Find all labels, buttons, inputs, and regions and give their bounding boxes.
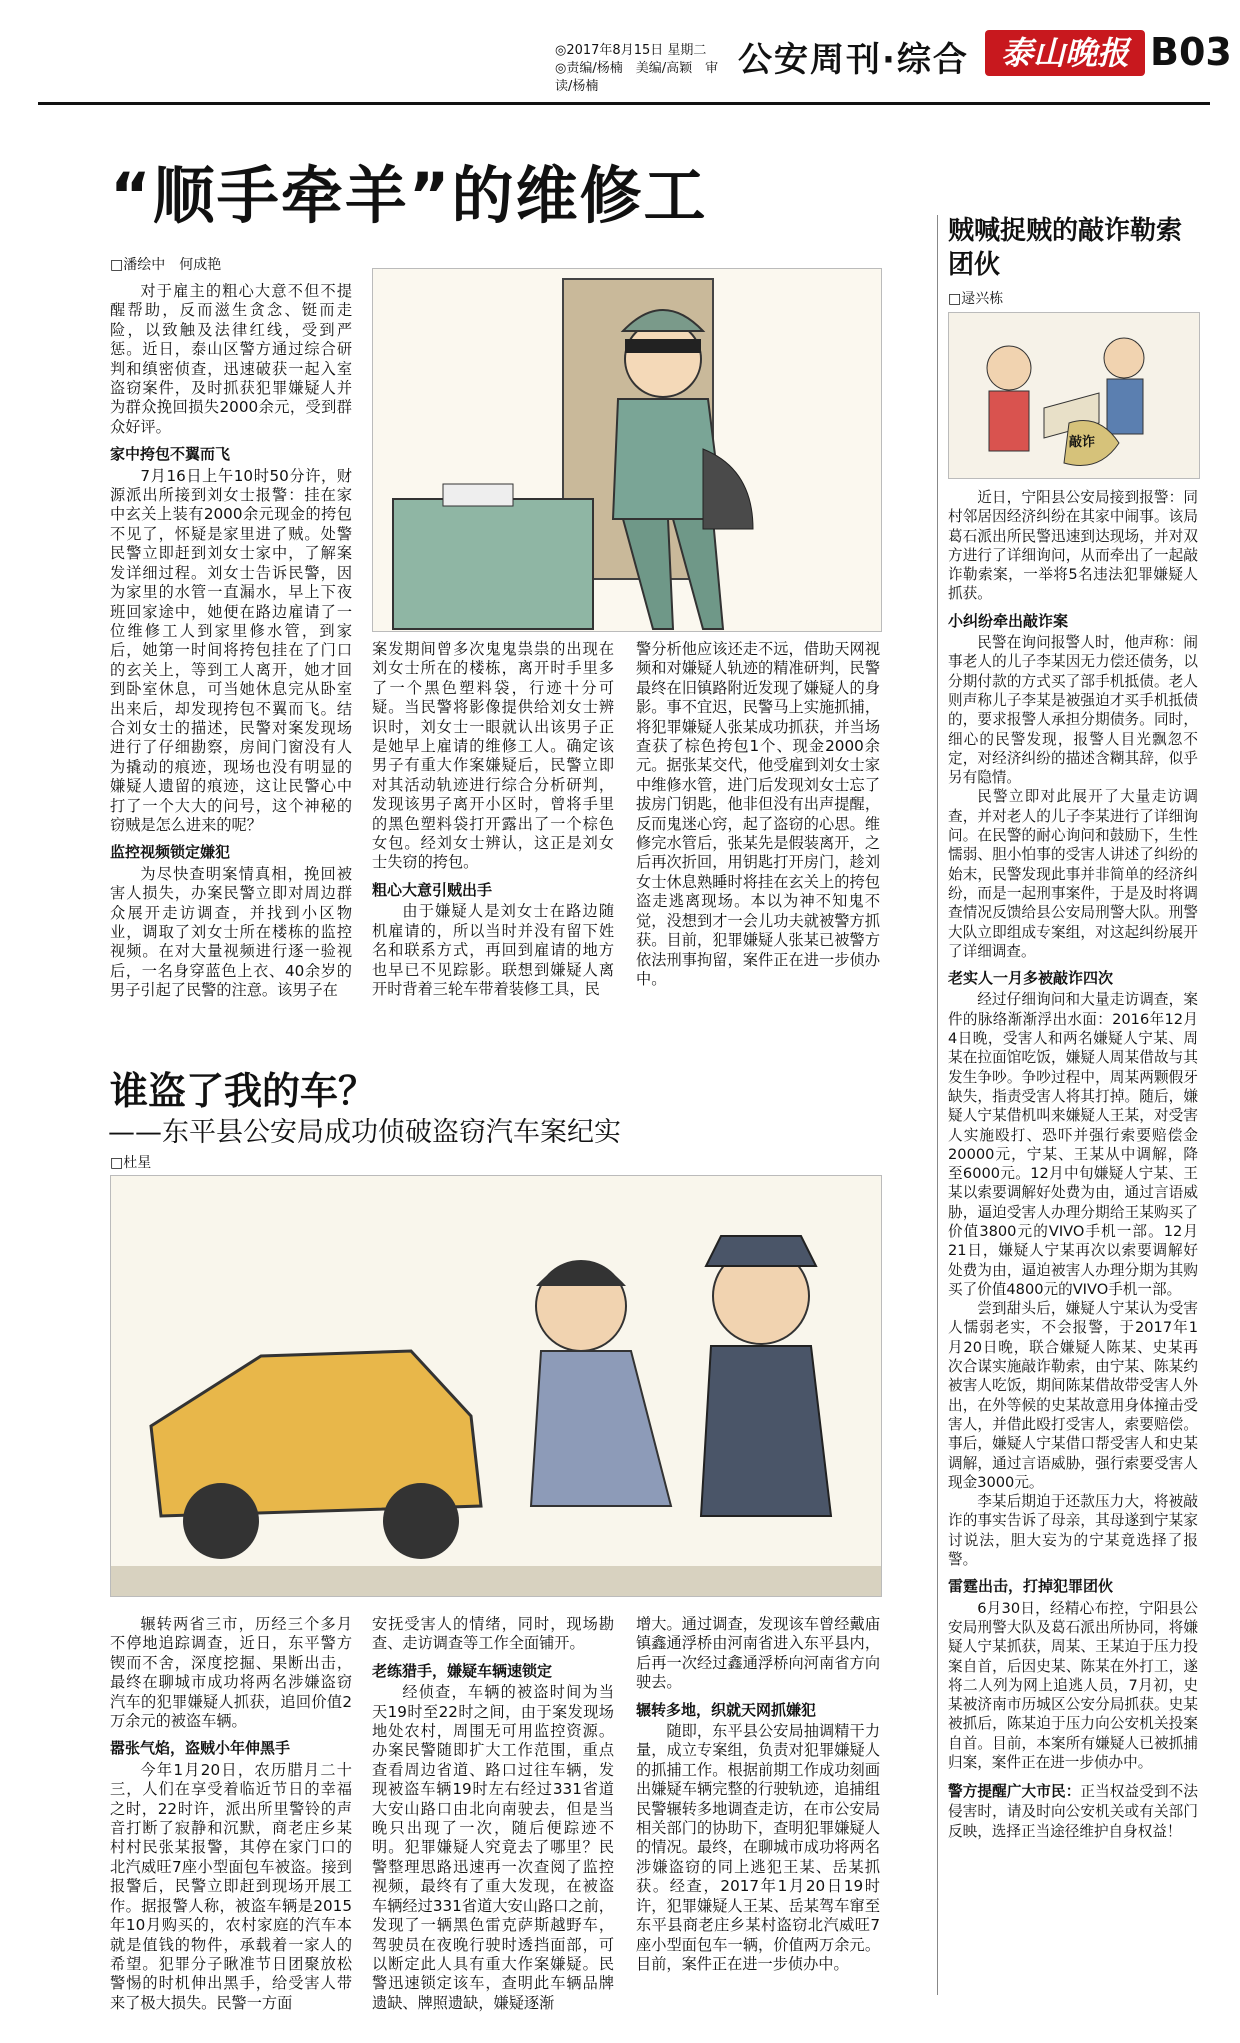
sidebar-para-3: 经过仔细询问和大量走访调查，案件的脉络渐渐浮出水面：2016年12月4日晚，受害人和两名嫌疑人宁某、周某在拉面馆吃饭，嫌疑人周某借故与其发生争吵。争吵过程中，周某两颗假牙缺失，指责受害人将其打掉。随后，嫌疑人宁某借机叫来嫌疑人王某，对受害人实施殴打、恐吓并强行索要赔偿金20000元，宁某、王某从中调解，降至6000元。12月中旬嫌疑人宁某、王某以索要调解好处费为由，通过言语威胁，逼迫受害人办理分期给王某购买了价值3800元的VIVO手机一部。12月21日，嫌疑人宁某再次以索要调解好处费为由，逼迫被害人办理分期为其购买了价值4800元的VIVO手机一部。	[948, 991, 1198, 1298]
header-meta	[555, 42, 735, 96]
header-editors: ◎责编/杨楠 美编/高颖 审读/杨楠	[555, 61, 719, 94]
sidebar-para-2: 民警立即对此展开了大量走访调查，并对老人的儿子李某进行了详细询问。在民警的耐心询问和鼓励下，生性懦弱、胆小怕事的受害人讲述了纠纷的始末，民警发现此事并非简单的经济纠纷，而是一起刑事案件，于是及时将调查情况反馈给县公安局刑警大队。刑警大队立即组成专案组，对这起纠纷展开了详细调查。	[948, 788, 1198, 960]
repairman-illustration	[372, 268, 882, 632]
article2-lead: 辗转两省三市，历经三个多月不停地追踪调查，近日，东平警方锲而不舍，深度挖掘、果断出击，最终在聊城市成功将两名涉嫌盗窃汽车的犯罪嫌疑人抓获，追回价值2万余元的被盗车辆。	[110, 1615, 352, 1731]
article1-para-2: 为尽快查明案情真相，挽回被害人损失，办案民警立即对周边群众展开走访调查，并找到小区物业，调取了刘女士所在楼栋的监控视频。在对大量视频进行逐一验视后，一名身穿蓝色上衣、40余岁的男子引起了民警的注意。该男子在	[110, 864, 352, 1000]
sidebar-subhead-2: 老实人一月多被敲诈四次	[948, 969, 1114, 988]
extortion-illustration	[948, 312, 1200, 479]
sidebar-para-4: 尝到甜头后，嫌疑人宁某认为受害人懦弱老实，不会报警，于2017年1月20日晚，联合嫌疑人陈某、史某再次合谋实施敲诈勒索，由宁某、陈某约被害人吃饭，期间陈某借故带受害人外出，在外等候的史某故意用身体撞击受害人，并借此殴打受害人，索要赔偿。事后，嫌疑人宁某借口帮受害人和史某调解，通过言语威胁，强行索要受害人现金3000元。	[948, 1300, 1198, 1491]
article2-subhead-3: 辗转多地，织就天网抓嫌犯	[636, 1700, 817, 1719]
sidebar-lead: 近日，宁阳县公安局接到报警：同村邻居因经济纠纷在其家中闹事。该局葛石派出所民警迅速到达现场，并对双方进行了详细询问，从而牵出了一起敲诈勒索案，一举将5名违法犯罪嫌疑人抓获。	[948, 489, 1198, 603]
article1-col3	[636, 640, 880, 989]
article2-title: 谁盗了我的车？	[110, 1069, 377, 1113]
extortion-bag-label: 敲诈	[1069, 435, 1096, 450]
article2-subhead-2: 老练猎手，嫌疑车辆速锁定	[372, 1661, 553, 1680]
article2-col1	[110, 1615, 352, 2013]
article1-col1	[110, 282, 352, 1001]
article1-para-4: 由于嫌疑人是刘女士在路边随机雇请的，所以当时并没有留下姓名和联系方式，再回到雇请的地方也早已不见踪影。联想到嫌疑人离开时背着三轮车带着装修工具，民	[372, 902, 614, 998]
police-tip-text: 正当权益受到不法侵害时，请及时向公安机关或有关部门反映，选择正当途径维护自身权益！	[948, 1783, 1198, 1841]
page-number: B03	[1150, 30, 1232, 74]
article1-subhead-1: 家中挎包不翼而飞	[110, 445, 231, 464]
article1-title: “顺手牵羊”的维修工	[110, 159, 708, 232]
article1-col2	[372, 640, 614, 999]
sidebar-subhead-3: 雷霆出击，打掉犯罪团伙	[948, 1577, 1114, 1596]
article1-subhead-2: 监控视频锁定嫌犯	[110, 843, 231, 862]
article2-col3	[636, 1615, 880, 1974]
sidebar-para-6: 6月30日，经精心布控，宁阳县公安局刑警大队及葛石派出所协同，将嫌疑人宁某抓获，周某、王某迫于压力投案自首，后因史某、陈某在外打工，遂将二人列为网上追逃人员，7月初，史某被济南市历城区公安分局抓获。史某被抓后，陈某迫于压力向公安机关投案自首。目前，本案所有嫌疑人已被抓捕归案，案件正在进一步侦办中。	[948, 1599, 1198, 1771]
article1-subhead-3: 粗心大意引贼出手	[372, 880, 493, 899]
article2-col2	[372, 1615, 614, 2013]
sidebar-body	[948, 488, 1198, 1842]
article2-para-3: 经侦查，车辆的被盗时间为当天19时至22时之间，由于案发现场地处农村，周围无可用监控资源。办案民警随即扩大工作范围，重点查看周边省道、路口过往车辆，发现被盗车辆19时左右经过331省道大安山路口由北向南驶去，但是当晚只出现了一次，随后便踪迹不明。犯罪嫌疑人究竟去了哪里？民警整理思路迅速再一次查阅了监控视频，最终有了重大发现，在被盗车辆经过331省道大安山路口之前，发现了一辆黑色雷克萨斯越野车，驾驶员在夜晚行驶时透挡面部，可以断定此人具有重大作案嫌疑。民警迅速锁定该车，查明此车辆品牌遗缺、牌照遗缺，嫌疑逐渐	[372, 1683, 614, 2012]
newspaper-logo: 泰山晚报	[985, 30, 1145, 76]
sidebar-para-1: 民警在询问报警人时，他声称：闹事老人的儿子李某因无力偿还债务，以分期付款的方式买了部手机抵债。老人则声称儿子李某是被强迫才买手机抵债的，要求报警人承担分期债务。同时，细心的民警发现，报警人目光飘忽不定，对经济纠纷的描述含糊其辞，似乎另有隐情。	[948, 634, 1198, 787]
article2-subtitle: ——东平县公安局成功侦破盗窃汽车案纪实	[108, 1117, 621, 1148]
article1-para-1: 7月16日上午10时50分许，财源派出所接到刘女士报警：挂在家中玄关上装有2000余元现金的挎包不见了，怀疑是家里进了贼。处警民警立即赶到刘女士家中，了解案发详细过程。刘女士告诉民警，因为家里的水管一直漏水，早上下夜班回家途中，她便在路边雇请了一位维修工人到家里修水管，到家后，她第一时间将挎包挂在了门口的玄关上，等到工人离开，她才回到卧室休息，可当她休息完从卧室出来后，却发现挎包不翼而飞。结合刘女士的描述，民警对案发现场进行了仔细勘察，房间门窗没有人为撬动的痕迹，现场也没有明显的嫌疑人遗留的痕迹，这让民警心中打了一个大大的问号，这个神秘的窃贼是怎么进来的呢？	[110, 466, 352, 834]
column-divider	[937, 215, 938, 1995]
article2-para-1: 今年1月20日，农历腊月二十三，人们在享受着临近节日的幸福之时，22时许，派出所里警铃的声音打断了寂静和沉默，商老庄乡某村村民张某报警，其停在家门口的北汽威旺7座小型面包车被盗。接到报警后，民警立即赶到现场开展工作。据报警人称，被盗车辆是2015年10月购买的，农村家庭的汽车本就是值钱的物件，承载着一家人的希望。犯罪分子瞅准节日团聚放松警惕的时机伸出黑手，给受害人带来了极大损失。民警一方面	[110, 1760, 352, 2012]
header-rule	[38, 102, 1210, 105]
article1-lead: 对于雇主的粗心大意不但不提醒帮助，反而滋生贪念、铤而走险，以致触及法律红线，受到严惩。近日，泰山区警方通过综合研判和缜密侦查，迅速破获一起入室盗窃案件，及时抓获犯罪嫌疑人并为群众挽回损失2000余元，受到群众好评。	[110, 282, 352, 436]
sidebar-subhead-1: 小纠纷牵出敲诈案	[948, 611, 1069, 630]
sidebar-title: 贼喊捉贼的敲诈勒索团伙	[948, 216, 1183, 280]
article2-author: □杜星	[110, 1155, 152, 1171]
article1-author: □潘绘中 何成艳	[110, 257, 222, 273]
section-title: 公安周刊·综合	[738, 40, 969, 80]
article2-subhead-1: 嚣张气焰，盗贼小年伸黑手	[110, 1739, 291, 1758]
car-theft-illustration	[110, 1175, 882, 1597]
police-tip	[948, 1782, 1198, 1842]
article2-para-2: 安抚受害人的情绪，同时，现场勘查、走访调查等工作全面铺开。	[372, 1615, 614, 1653]
article2-para-5: 随即，东平县公安局抽调精干力量，成立专案组，负责对犯罪嫌疑人的抓捕工作。根据前期工作成功刻画出嫌疑车辆完整的行驶轨迹，追捕组民警辗转多地调查走访，在市公安局相关部门的协助下，查明犯罪嫌疑人的情况。最终，在聊城市成功将两名涉嫌盗窃的同上逃犯王某、岳某抓获。经查，2017年1月20日19时许，犯罪嫌疑人王某、岳某驾车窜至东平县商老庄乡某村盗窃北汽威旺7座小型面包车一辆，价值两万余元。目前，案件正在进一步侦办中。	[636, 1722, 880, 1973]
header-date: ◎2017年8月15日 星期二	[555, 43, 707, 58]
article1-para-5: 警分析他应该还走不远，借助天网视频和对嫌疑人轨迹的精准研判，民警最终在旧镇路附近发现了嫌疑人的身影。事不宜迟，民警马上实施抓捕，将犯罪嫌疑人张某成功抓获，并当场查获了棕色挎包1个、现金2000余元。据张某交代，他受雇到刘女士家中维修水管，进门后发现刘女士忘了拔房门钥匙，他非但没有出声提醒，反而鬼迷心窍，起了盗窃的心思。维修完水管后，张某先是假装离开，之后再次折回，用钥匙打开房门，趁刘女士休息熟睡时将挂在玄关上的挎包盗走逃离现场。本以为神不知鬼不觉，没想到才一会儿功夫就被警方抓获。目前，犯罪嫌疑人张某已被警方依法刑事拘留，案件正在进一步侦办中。	[636, 640, 880, 988]
article1-para-3: 案发期间曾多次鬼鬼祟祟的出现在刘女士所在的楼栋，离开时手里多了一个黑色塑料袋，行迹十分可疑。当民警将影像提供给刘女士辨识时，刘女士一眼就认出该男子正是她早上雇请的维修工人。确定该男子有重大作案嫌疑后，民警立即对其活动轨迹进行综合分析研判，发现该男子离开小区时，曾将手里的黑色塑料袋打开露出了一个棕色女包。经刘女士辨认，这正是刘女士失窃的挎包。	[372, 640, 614, 872]
sidebar-para-5: 李某后期迫于还款压力大，将被敲诈的事实告诉了母亲，其母遂到宁某家讨说法，胆大妄为的宁某竟选择了报警。	[948, 1493, 1198, 1569]
sidebar-author: □逯兴栋	[948, 291, 1004, 307]
police-tip-label: 警方提醒广大市民：	[948, 1783, 1081, 1801]
article2-para-4: 增大。通过调查，发现该车曾经戴庙镇鑫通浮桥由河南省进入东平县内，后再一次经过鑫通浮桥向河南省方向驶去。	[636, 1615, 880, 1692]
